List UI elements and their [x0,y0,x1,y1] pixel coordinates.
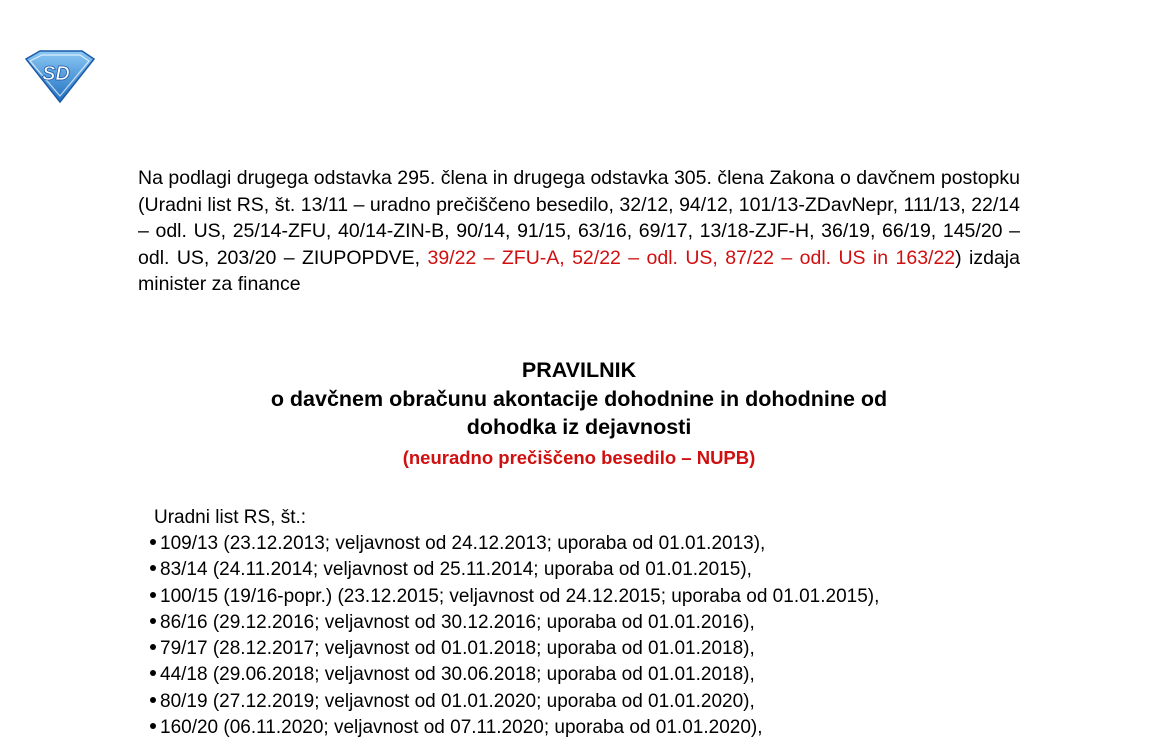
bullet-icon [150,592,156,598]
intro-paragraph [138,165,1020,298]
list-item-text: 79/17 (28.12.2017; veljavnost od 01.01.2018; uporaba od 01.01.2018), [160,638,755,660]
bullet-icon [150,644,156,650]
document-subtitle-line2: dohodka iz dejavnosti [466,415,692,439]
bullet-icon [150,723,156,729]
list-item [140,689,1140,715]
bullet-icon [150,618,156,624]
intro-text-end: ) izdaja minister za finance [138,246,1020,296]
list-item [140,610,1140,636]
list-item-text: 44/18 (29.06.2018; veljavnost od 30.06.2018; uporaba od 01.01.2018), [160,664,755,686]
intro-amendments-red: 39/22 – ZFU-A, 52/22 – odl. US, 87/22 – odl. US in 163/22 [427,246,956,269]
list-item-text: 80/19 (27.12.2019; veljavnost od 01.01.2020; uporaba od 01.01.2020), [160,690,755,712]
list-item-text: 160/20 (06.11.2020; veljavnost od 07.11.2020; uporaba od 01.01.2020), [160,717,763,739]
list-item [140,662,1140,688]
bullet-icon [150,565,156,571]
document-title-block [138,355,1020,475]
sd-logo-icon [20,47,96,104]
list-item-text: 83/14 (24.11.2014; veljavnost od 25.11.2014; uporaba od 01.01.2015), [160,559,752,581]
document-note: (neuradno prečiščeno besedilo – NUPB) [402,447,756,468]
gazette-heading: Uradni list RS, št.: [154,507,307,528]
list-item [140,557,1140,583]
list-item-text: 100/15 (19/16-popr.) (23.12.2015; veljavnost od 24.12.2015; uporaba od 01.01.2015), [160,585,880,607]
list-item [140,715,1140,741]
list-item [140,584,1140,610]
bullet-icon [150,670,156,676]
bullet-icon [150,697,156,703]
list-item-text: 86/16 (29.12.2016; veljavnost od 30.12.2016; uporaba od 01.01.2016), [160,611,755,633]
document-title: PRAVILNIK [521,358,637,382]
list-item [140,531,1140,557]
intro-text: Na podlagi drugega odstavka 295. člena in drugega odstavka 305. člena Zakona o davčnem postopku (Uradni list RS, št. 13/11 – uradno prečiščeno besedilo, 32/12, 94/12, 101/13-ZDavNepr, 111/13, 22/14 – odl. US, 25/14-ZFU, 40/14-ZIN-B, 90/14, 91/15, 63/16, 69/17, 13/18-ZJF-H, 36/19, 66/19, 145/20 – odl. US, 203/20 – ZIUPOPDVE, [138,167,1020,269]
bullet-icon [150,539,156,545]
gazette-section [140,505,1140,741]
logo-text: SD [42,63,70,85]
list-item [140,636,1140,662]
document-subtitle-line1: o davčnem obračunu akontacije dohodnine in dohodnine od [270,387,888,411]
list-item-text: 109/13 (23.12.2013; veljavnost od 24.12.2013; uporaba od 01.01.2013), [160,533,766,554]
gazette-list [140,531,1140,741]
